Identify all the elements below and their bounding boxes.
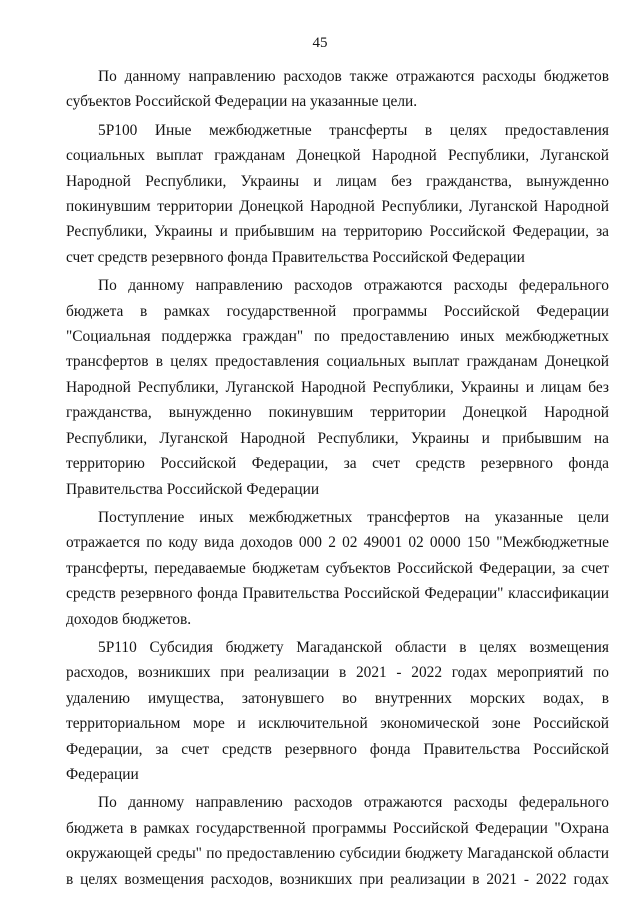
document-body — [66, 64, 609, 895]
paragraph-5p100-heading: 5Р100 Иные межбюджетные трансферты в целях предоставления социальных выплат гражданам Донецкой Народной Республики, Луганской Народной Республики, Украины и лицам без гражданства, вынужденно покинувшим территории Донецкой Народной Республики, Луганской Народной Республики, Украины и прибывшим на территорию Российской Федерации, за счет средств резервного фонда Правительства Российской Федерации — [66, 121, 609, 266]
page-number: 45 — [312, 35, 328, 51]
paragraph-5p110-description: По данному направлению расходов отражаются расходы федерального бюджета в рамках государственной программы Российской Федерации "Охрана окружающей среды" по предоставлению субсидии бюджету Магаданской области в целях возмещения расходов, возникших при реализации в 2021 - 2022 годах — [66, 794, 609, 888]
paragraph-regional-budgets-note: По данному направлению расходов также отражаются расходы бюджетов субъектов Российской Федерации на указанные цели. — [66, 68, 609, 111]
paragraph-revenue-code-note: Поступление иных межбюджетных трансфертов на указанные цели отражается по коду вида доходов 000 2 02 49001 02 0000 150 "Межбюджетные трансферты, передаваемые бюджетам субъектов Российской Федерации, за счет средств резервного фонда Правительства Российской Федерации" классификации доходов бюджетов. — [66, 508, 609, 628]
paragraph-5p100-description: По данному направлению расходов отражаются расходы федерального бюджета в рамках государственной программы Российской Федерации "Социальная поддержка граждан" по предоставлению иных межбюджетных трансфертов в целях предоставления социальных выплат гражданам Донецкой Народной Республики, Луганской Народной Республики, Украины и лицам без гражданства, вынужденно покинувшим территории Донецкой Народной Республики, Луганской Народной Республики, Украины и прибывшим на территорию Российской Федерации, за счет средств резервного фонда Правительства Российской Федерации — [66, 277, 609, 498]
paragraph-5p110-heading: 5Р110 Субсидия бюджету Магаданской области в целях возмещения расходов, возникших при реализации в 2021 - 2022 годах мероприятий по удалению имущества, затонувшего во внутренних морских водах, в территориальном море и исключительной экономической зоне Российской Федерации, за счет средств резервного фонда Правительства Российской Федерации — [66, 638, 609, 783]
